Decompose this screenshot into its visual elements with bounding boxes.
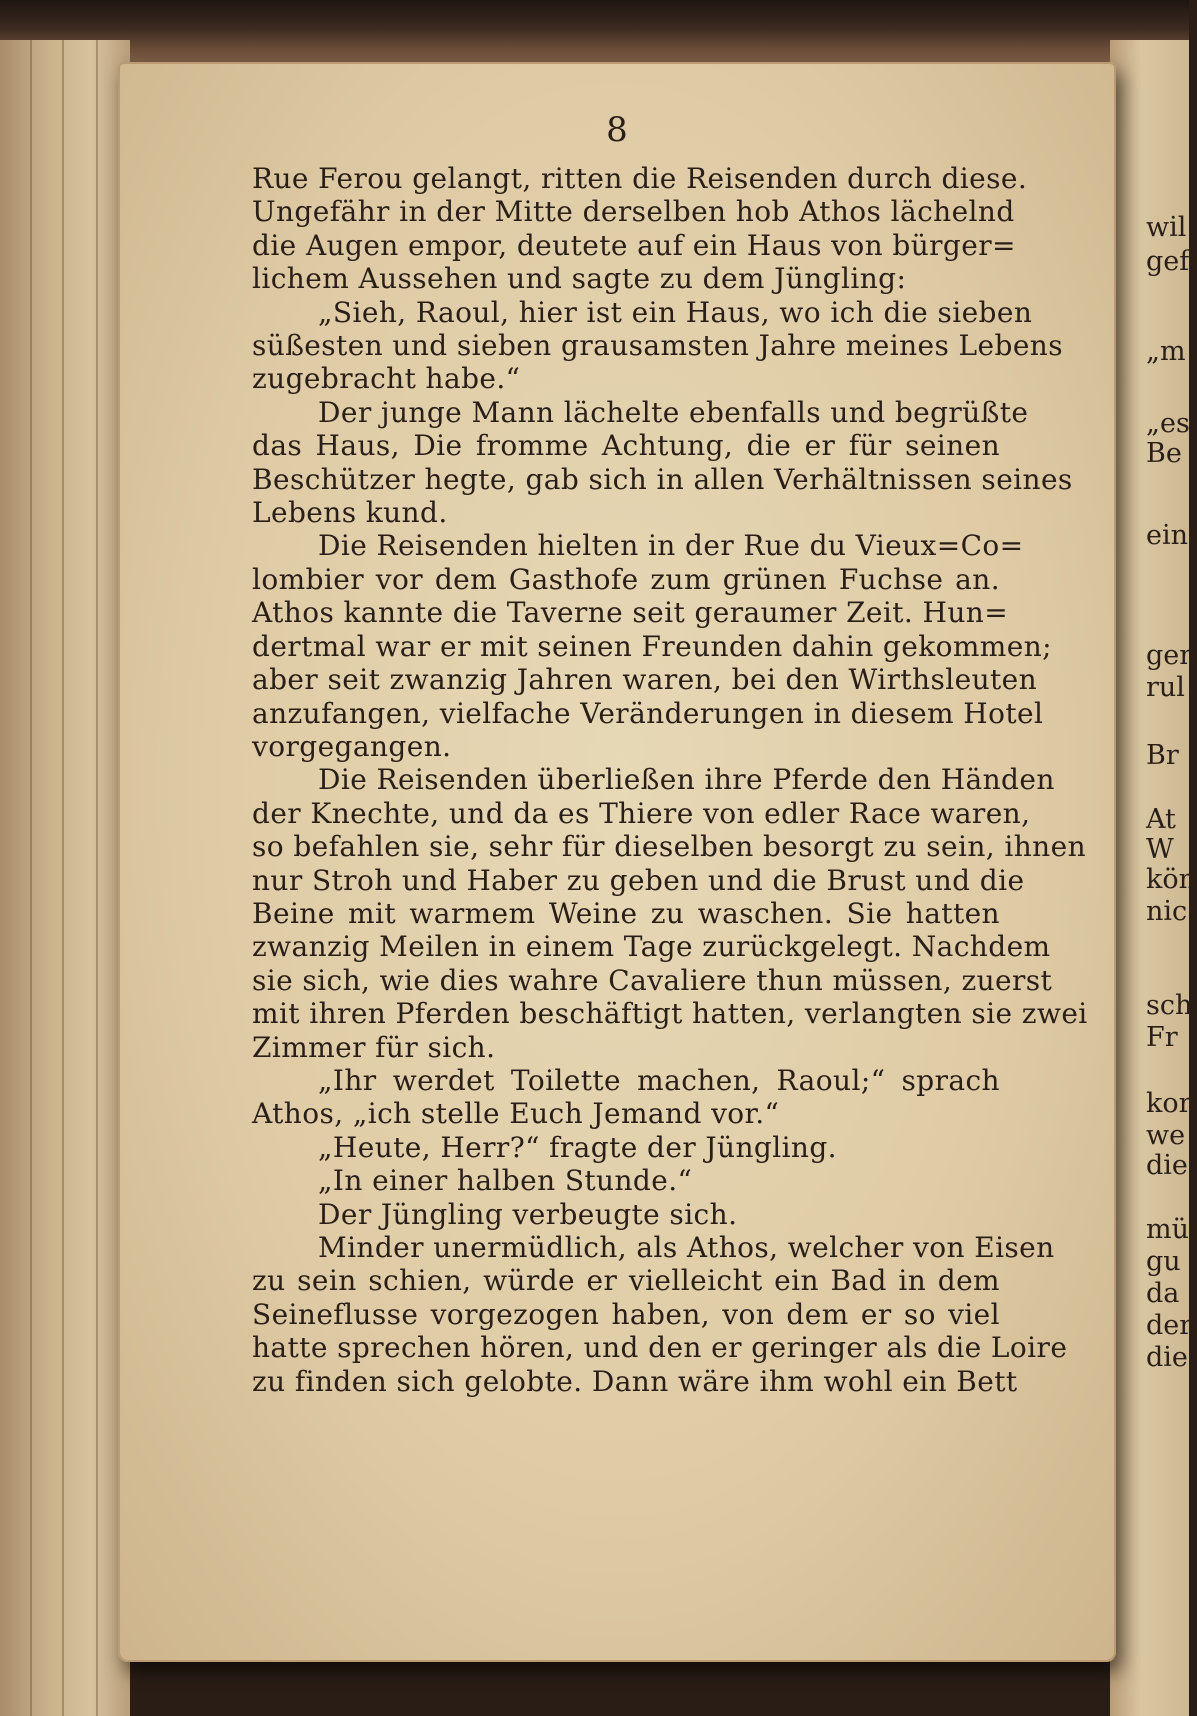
- page-number: 8: [606, 110, 628, 150]
- page-text: [252, 162, 1088, 1398]
- text-line: Athos kannte die Taverne seit geraumer Zeit. Hun=: [252, 596, 1009, 630]
- book-binding-top: [0, 0, 1189, 70]
- text-line: nur Stroh und Haber zu geben und die Brust und die: [252, 863, 1025, 897]
- facing-page-fragment: gu: [1146, 1246, 1181, 1277]
- facing-page-fragment: mü: [1146, 1214, 1189, 1245]
- facing-page-fragment: „es: [1146, 408, 1190, 439]
- facing-page-fragment: gen: [1146, 640, 1197, 671]
- facing-page-fragment: sch: [1146, 990, 1193, 1021]
- text-line: Seineflusse vorgezogen haben, von dem er so viel: [252, 1297, 1000, 1331]
- text-line: mit ihren Pferden beschäftigt hatten, verlangten sie zwei: [252, 997, 1088, 1031]
- facing-page-fragment: W: [1146, 834, 1174, 865]
- facing-page-fragment: nic: [1146, 896, 1188, 927]
- facing-page-fragment: der: [1146, 1310, 1193, 1341]
- facing-page-fragment: „m: [1146, 336, 1186, 367]
- facing-page-fragment: we: [1146, 1120, 1186, 1151]
- text-line: Der Jüngling verbeugte sich.: [318, 1197, 738, 1231]
- text-line: Die Reisenden hielten in der Rue du Vieux=Co=: [318, 529, 1024, 563]
- text-line: vorgegangen.: [252, 729, 452, 763]
- text-line: zu finden sich gelobte. Dann wäre ihm wohl ein Bett: [252, 1364, 1018, 1398]
- text-line: so befahlen sie, sehr für dieselben besorgt zu sein, ihnen: [252, 830, 1086, 864]
- facing-page-fragment: die: [1146, 1150, 1188, 1181]
- text-line: lichem Aussehen und sagte zu dem Jüngling:: [252, 262, 907, 296]
- text-line: hatte sprechen hören, und den er geringer als die Loire: [252, 1331, 1068, 1365]
- text-line: „In einer halben Stunde.“: [318, 1164, 693, 1198]
- text-line: zugebracht habe.“: [252, 362, 521, 396]
- facing-page-fragment: At: [1146, 804, 1176, 835]
- text-line: „Heute, Herr?“ fragte der Jüngling.: [318, 1130, 837, 1164]
- text-line: Die Reisenden überließen ihre Pferde den Händen: [318, 763, 1055, 797]
- text-line: „Ihr werdet Toilette machen, Raoul;“ sprach: [318, 1063, 1000, 1097]
- left-page-edges: [0, 40, 130, 1716]
- text-line: Minder unermüdlich, als Athos, welcher von Eisen: [318, 1231, 1055, 1264]
- text-line: anzufangen, vielfache Veränderungen in diesem Hotel: [252, 696, 1044, 730]
- text-line: Athos, „ich stelle Euch Jemand vor.“: [252, 1097, 780, 1131]
- facing-page: [1110, 40, 1197, 1716]
- facing-page-fragment: kön: [1146, 864, 1197, 895]
- text-line: Beine mit warmem Weine zu waschen. Sie hatten: [252, 896, 1000, 930]
- facing-page-fragment: die: [1146, 1342, 1188, 1373]
- text-line: Beschützer hegte, gab sich in allen Verhältnissen seines: [252, 462, 1073, 496]
- facing-page-fragment: kor: [1146, 1088, 1192, 1119]
- text-line: „Sieh, Raoul, hier ist ein Haus, wo ich die sieben: [318, 295, 1033, 329]
- text-line: Ungefähr in der Mitte derselben hob Athos lächelnd: [252, 195, 1015, 229]
- text-line: Der junge Mann lächelte ebenfalls und begrüßte: [318, 395, 1029, 429]
- text-line: dertmal war er mit seinen Freunden dahin gekommen;: [252, 629, 1052, 663]
- facing-page-fragment: Be: [1146, 438, 1182, 469]
- facing-page-fragment: wil: [1146, 212, 1187, 243]
- text-line: aber seit zwanzig Jahren waren, bei den Wirthsleuten: [252, 663, 1038, 697]
- facing-page-fragment: rul: [1146, 672, 1185, 703]
- text-line: lombier vor dem Gasthofe zum grünen Fuchse an.: [252, 562, 1000, 596]
- facing-page-fragment: ein: [1146, 520, 1189, 551]
- text-line: die Augen empor, deutete auf ein Haus von bürger=: [252, 228, 1016, 262]
- text-line: zu sein schien, würde er vielleicht ein Bad in dem: [252, 1264, 1000, 1298]
- text-line: das Haus, Die fromme Achtung, die er für seinen: [252, 429, 1000, 463]
- book-page: [118, 62, 1116, 1662]
- text-line: der Knechte, und da es Thiere von edler Race waren,: [252, 796, 1031, 830]
- text-line: sie sich, wie dies wahre Cavaliere thun müssen, zuerst: [252, 963, 1053, 997]
- text-line: Rue Ferou gelangt, ritten die Reisenden durch diese.: [252, 162, 1028, 195]
- facing-page-fragment: gef: [1146, 246, 1190, 277]
- text-line: zwanzig Meilen in einem Tage zurückgelegt. Nachdem: [252, 930, 1051, 964]
- facing-page-fragment: Br: [1146, 740, 1179, 771]
- facing-page-fragment: da: [1146, 1278, 1180, 1309]
- text-line: süßesten und sieben grausamsten Jahre meines Lebens: [252, 329, 1064, 363]
- text-line: Lebens kund.: [252, 496, 448, 530]
- text-line: Zimmer für sich.: [252, 1030, 496, 1064]
- facing-page-fragment: Fr: [1146, 1022, 1178, 1053]
